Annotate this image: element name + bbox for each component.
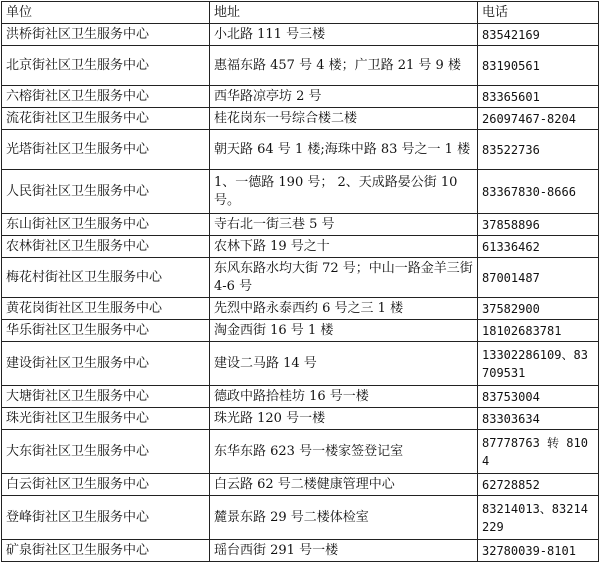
table-row [2, 342, 599, 386]
address-cell: 建设二马路 14 号 [210, 342, 478, 386]
table-row [2, 236, 599, 258]
unit-cell: 六榕街社区卫生服务中心 [2, 86, 210, 108]
address-cell: 1、一德路 190 号； 2、天成路晏公街 10 号。 [210, 170, 478, 214]
address-cell: 东风东路水均大街 72 号；中山一路金羊三街 4-6 号 [210, 258, 478, 298]
phone-cell: 83365601 [478, 86, 599, 108]
unit-cell: 白云街社区卫生服务中心 [2, 474, 210, 496]
phone-cell: 62728852 [478, 474, 599, 496]
unit-cell: 矿泉街社区卫生服务中心 [2, 540, 210, 562]
table-row [2, 130, 599, 170]
address-cell: 小北路 111 号三楼 [210, 24, 478, 46]
address-cell: 惠福东路 457 号 4 楼；广卫路 21 号 9 楼 [210, 46, 478, 86]
phone-cell: 83542169 [478, 24, 599, 46]
address-cell: 朝天路 64 号 1 楼;海珠中路 83 号之一 1 楼 [210, 130, 478, 170]
phone-cell: 26097467-8204 [478, 108, 599, 130]
header-phone: 电话 [478, 2, 599, 24]
phone-cell: 83303634 [478, 408, 599, 430]
unit-cell: 光塔街社区卫生服务中心 [2, 130, 210, 170]
unit-cell: 北京街社区卫生服务中心 [2, 46, 210, 86]
unit-cell: 人民街社区卫生服务中心 [2, 170, 210, 214]
table-row [2, 258, 599, 298]
table-row [2, 298, 599, 320]
address-cell: 淘金西街 16 号 1 楼 [210, 320, 478, 342]
unit-cell: 梅花村街社区卫生服务中心 [2, 258, 210, 298]
table-row [2, 496, 599, 540]
address-cell: 白云路 62 号二楼健康管理中心 [210, 474, 478, 496]
unit-cell: 珠光街社区卫生服务中心 [2, 408, 210, 430]
table-row [2, 24, 599, 46]
address-cell: 德政中路拾桂坊 16 号一楼 [210, 386, 478, 408]
unit-cell: 东山街社区卫生服务中心 [2, 214, 210, 236]
address-cell: 瑶台西街 291 号一楼 [210, 540, 478, 562]
phone-cell: 18102683781 [478, 320, 599, 342]
table-row [2, 386, 599, 408]
table-row [2, 46, 599, 86]
phone-cell: 83522736 [478, 130, 599, 170]
phone-cell: 83214013、83214229 [478, 496, 599, 540]
table-body [2, 24, 599, 562]
table-row [2, 540, 599, 562]
table-row [2, 430, 599, 474]
phone-cell: 37858896 [478, 214, 599, 236]
header-row [2, 2, 599, 24]
table-row [2, 108, 599, 130]
header-address: 地址 [210, 2, 478, 24]
address-cell: 农林下路 19 号之十 [210, 236, 478, 258]
unit-cell: 流花街社区卫生服务中心 [2, 108, 210, 130]
unit-cell: 黄花岗街社区卫生服务中心 [2, 298, 210, 320]
address-cell: 先烈中路永泰西约 6 号之三 1 楼 [210, 298, 478, 320]
table-row [2, 214, 599, 236]
phone-cell: 37582900 [478, 298, 599, 320]
table-row [2, 408, 599, 430]
phone-cell: 32780039-8101 [478, 540, 599, 562]
unit-cell: 华乐街社区卫生服务中心 [2, 320, 210, 342]
unit-cell: 登峰街社区卫生服务中心 [2, 496, 210, 540]
address-cell: 东华东路 623 号一楼家签登记室 [210, 430, 478, 474]
phone-cell: 87778763 转 8104 [478, 430, 599, 474]
phone-cell: 83190561 [478, 46, 599, 86]
header-unit: 单位 [2, 2, 210, 24]
address-cell: 西华路凉亭坊 2 号 [210, 86, 478, 108]
unit-cell: 大塘街社区卫生服务中心 [2, 386, 210, 408]
table-row [2, 170, 599, 214]
phone-cell: 83367830-8666 [478, 170, 599, 214]
phone-cell: 87001487 [478, 258, 599, 298]
unit-cell: 洪桥街社区卫生服务中心 [2, 24, 210, 46]
address-cell: 珠光路 120 号一楼 [210, 408, 478, 430]
address-cell: 桂花岗东一号综合楼二楼 [210, 108, 478, 130]
phone-cell: 13302286109、83709531 [478, 342, 599, 386]
phone-cell: 61336462 [478, 236, 599, 258]
table-row [2, 86, 599, 108]
table-row [2, 320, 599, 342]
phone-cell: 83753004 [478, 386, 599, 408]
address-cell: 寺右北一街三巷 5 号 [210, 214, 478, 236]
address-cell: 麓景东路 29 号二楼体检室 [210, 496, 478, 540]
unit-cell: 大东街社区卫生服务中心 [2, 430, 210, 474]
unit-cell: 建设街社区卫生服务中心 [2, 342, 210, 386]
table-row [2, 474, 599, 496]
unit-cell: 农林街社区卫生服务中心 [2, 236, 210, 258]
clinic-table [1, 1, 599, 562]
